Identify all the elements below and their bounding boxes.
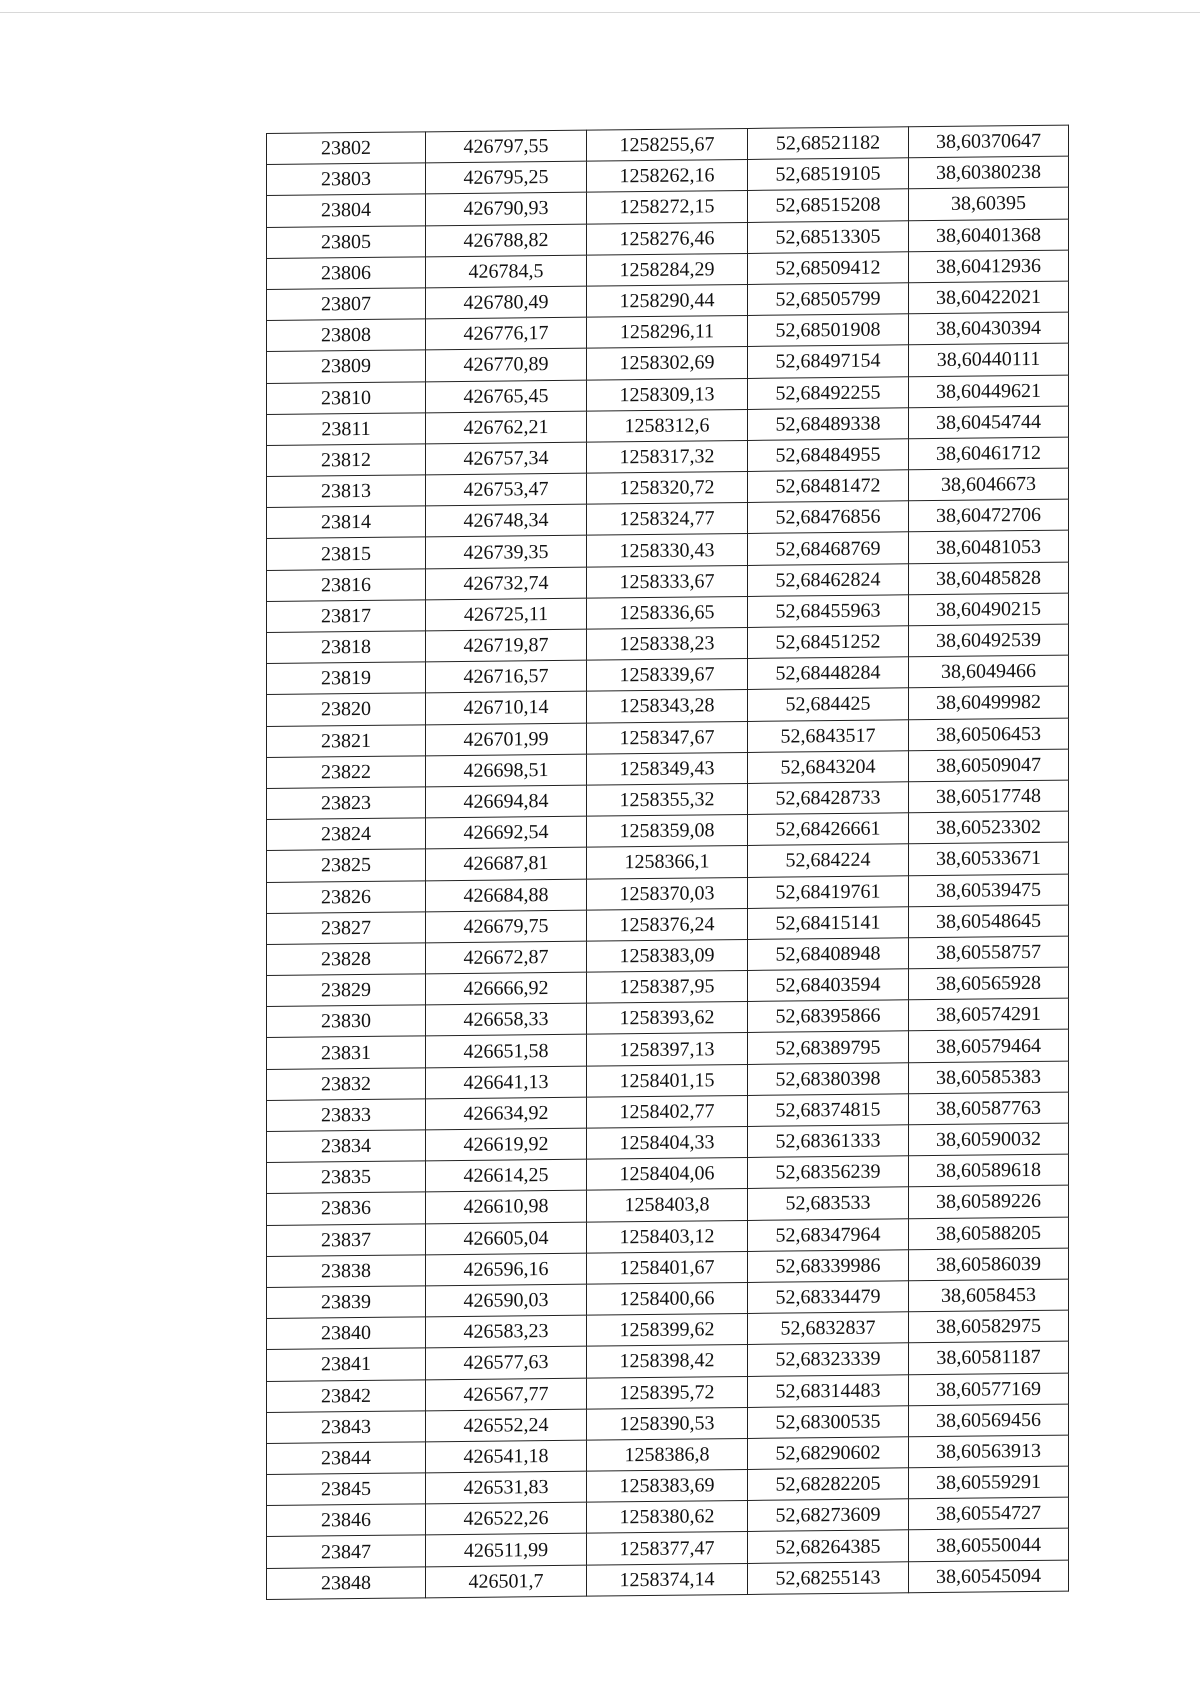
latitude-cell: 52,68481472 bbox=[748, 470, 909, 503]
coordinate-table-body bbox=[267, 125, 1069, 1599]
latitude-cell: 52,68408948 bbox=[748, 938, 909, 971]
point-number-cell: 23809 bbox=[267, 350, 426, 383]
longitude-cell: 38,60550044 bbox=[909, 1529, 1069, 1562]
y-coordinate-cell: 1258366,1 bbox=[587, 846, 748, 879]
x-coordinate-cell: 426762,21 bbox=[426, 411, 587, 444]
longitude-cell: 38,60517748 bbox=[909, 780, 1069, 813]
x-coordinate-cell: 426701,99 bbox=[426, 723, 587, 756]
x-coordinate-cell: 426716,57 bbox=[426, 660, 587, 693]
longitude-cell: 38,60370647 bbox=[909, 125, 1069, 158]
longitude-cell: 38,60430394 bbox=[909, 312, 1069, 345]
point-number-cell: 23837 bbox=[267, 1223, 426, 1256]
y-coordinate-cell: 1258296,11 bbox=[587, 316, 748, 349]
point-number-cell: 23823 bbox=[267, 787, 426, 820]
y-coordinate-cell: 1258390,53 bbox=[587, 1407, 748, 1440]
latitude-cell: 52,68455963 bbox=[748, 595, 909, 628]
longitude-cell: 38,60481053 bbox=[909, 531, 1069, 564]
y-coordinate-cell: 1258339,67 bbox=[587, 659, 748, 692]
point-number-cell: 23827 bbox=[267, 912, 426, 945]
longitude-cell: 38,60523302 bbox=[909, 811, 1069, 844]
point-number-cell: 23819 bbox=[267, 662, 426, 695]
longitude-cell: 38,60563913 bbox=[909, 1435, 1069, 1468]
point-number-cell: 23812 bbox=[267, 444, 426, 477]
longitude-cell: 38,60579464 bbox=[909, 1030, 1069, 1063]
x-coordinate-cell: 426605,04 bbox=[426, 1222, 587, 1255]
longitude-cell: 38,60586039 bbox=[909, 1248, 1069, 1281]
x-coordinate-cell: 426776,17 bbox=[426, 317, 587, 350]
latitude-cell: 52,68489338 bbox=[748, 407, 909, 440]
latitude-cell: 52,68395866 bbox=[748, 1000, 909, 1033]
y-coordinate-cell: 1258403,12 bbox=[587, 1220, 748, 1253]
x-coordinate-cell: 426511,99 bbox=[426, 1534, 587, 1567]
x-coordinate-cell: 426641,13 bbox=[426, 1066, 587, 1099]
y-coordinate-cell: 1258347,67 bbox=[587, 721, 748, 754]
longitude-cell: 38,60422021 bbox=[909, 281, 1069, 314]
latitude-cell: 52,684425 bbox=[748, 688, 909, 721]
x-coordinate-cell: 426672,87 bbox=[426, 941, 587, 974]
point-number-cell: 23803 bbox=[267, 163, 426, 196]
x-coordinate-cell: 426590,03 bbox=[426, 1284, 587, 1317]
point-number-cell: 23826 bbox=[267, 880, 426, 913]
x-coordinate-cell: 426748,34 bbox=[426, 504, 587, 537]
point-number-cell: 23840 bbox=[267, 1317, 426, 1350]
longitude-cell: 38,60589226 bbox=[909, 1185, 1069, 1218]
longitude-cell: 38,60565928 bbox=[909, 967, 1069, 1000]
latitude-cell: 52,68505799 bbox=[748, 283, 909, 316]
y-coordinate-cell: 1258395,72 bbox=[587, 1376, 748, 1409]
x-coordinate-cell: 426679,75 bbox=[426, 910, 587, 943]
y-coordinate-cell: 1258349,43 bbox=[587, 752, 748, 785]
x-coordinate-cell: 426725,11 bbox=[426, 598, 587, 631]
latitude-cell: 52,68501908 bbox=[748, 314, 909, 347]
x-coordinate-cell: 426753,47 bbox=[426, 473, 587, 506]
x-coordinate-cell: 426739,35 bbox=[426, 536, 587, 569]
latitude-cell: 52,68519105 bbox=[748, 158, 909, 191]
y-coordinate-cell: 1258401,67 bbox=[587, 1251, 748, 1284]
longitude-cell: 38,60461712 bbox=[909, 437, 1069, 470]
y-coordinate-cell: 1258397,13 bbox=[587, 1033, 748, 1066]
longitude-cell: 38,6058453 bbox=[909, 1279, 1069, 1312]
x-coordinate-cell: 426795,25 bbox=[426, 161, 587, 194]
longitude-cell: 38,60582975 bbox=[909, 1310, 1069, 1343]
y-coordinate-cell: 1258398,42 bbox=[587, 1345, 748, 1378]
longitude-cell: 38,60533671 bbox=[909, 842, 1069, 875]
latitude-cell: 52,68339986 bbox=[748, 1250, 909, 1283]
latitude-cell: 52,68380398 bbox=[748, 1062, 909, 1095]
longitude-cell: 38,60490215 bbox=[909, 593, 1069, 626]
x-coordinate-cell: 426552,24 bbox=[426, 1409, 587, 1442]
latitude-cell: 52,68515208 bbox=[748, 189, 909, 222]
point-number-cell: 23806 bbox=[267, 257, 426, 290]
scan-edge-line bbox=[0, 12, 1200, 13]
longitude-cell: 38,60574291 bbox=[909, 998, 1069, 1031]
y-coordinate-cell: 1258383,09 bbox=[587, 939, 748, 972]
latitude-cell: 52,68509412 bbox=[748, 252, 909, 285]
y-coordinate-cell: 1258401,15 bbox=[587, 1064, 748, 1097]
point-number-cell: 23839 bbox=[267, 1286, 426, 1319]
latitude-cell: 52,68361333 bbox=[748, 1125, 909, 1158]
y-coordinate-cell: 1258387,95 bbox=[587, 971, 748, 1004]
latitude-cell: 52,68415141 bbox=[748, 906, 909, 939]
longitude-cell: 38,60539475 bbox=[909, 874, 1069, 907]
point-number-cell: 23813 bbox=[267, 475, 426, 508]
longitude-cell: 38,60589618 bbox=[909, 1154, 1069, 1187]
latitude-cell: 52,684224 bbox=[748, 844, 909, 877]
latitude-cell: 52,68282205 bbox=[748, 1468, 909, 1501]
point-number-cell: 23815 bbox=[267, 537, 426, 570]
longitude-cell: 38,60472706 bbox=[909, 499, 1069, 532]
x-coordinate-cell: 426610,98 bbox=[426, 1191, 587, 1224]
point-number-cell: 23842 bbox=[267, 1379, 426, 1412]
x-coordinate-cell: 426719,87 bbox=[426, 629, 587, 662]
point-number-cell: 23805 bbox=[267, 225, 426, 258]
latitude-cell: 52,6832837 bbox=[748, 1312, 909, 1345]
x-coordinate-cell: 426583,23 bbox=[426, 1315, 587, 1348]
point-number-cell: 23833 bbox=[267, 1099, 426, 1132]
latitude-cell: 52,68323339 bbox=[748, 1343, 909, 1376]
x-coordinate-cell: 426797,55 bbox=[426, 130, 587, 163]
latitude-cell: 52,68255143 bbox=[748, 1561, 909, 1594]
latitude-cell: 52,68476856 bbox=[748, 501, 909, 534]
latitude-cell: 52,68468769 bbox=[748, 532, 909, 565]
longitude-cell: 38,60587763 bbox=[909, 1092, 1069, 1125]
y-coordinate-cell: 1258312,6 bbox=[587, 409, 748, 442]
latitude-cell: 52,68356239 bbox=[748, 1156, 909, 1189]
point-number-cell: 23818 bbox=[267, 631, 426, 664]
longitude-cell: 38,60545094 bbox=[909, 1560, 1069, 1593]
longitude-cell: 38,60454744 bbox=[909, 406, 1069, 439]
latitude-cell: 52,68389795 bbox=[748, 1031, 909, 1064]
latitude-cell: 52,68428733 bbox=[748, 782, 909, 815]
longitude-cell: 38,60395 bbox=[909, 187, 1069, 220]
latitude-cell: 52,68419761 bbox=[748, 875, 909, 908]
longitude-cell: 38,60559291 bbox=[909, 1466, 1069, 1499]
point-number-cell: 23817 bbox=[267, 600, 426, 633]
latitude-cell: 52,6843204 bbox=[748, 751, 909, 784]
y-coordinate-cell: 1258324,77 bbox=[587, 503, 748, 536]
longitude-cell: 38,60588205 bbox=[909, 1217, 1069, 1250]
latitude-cell: 52,6843517 bbox=[748, 719, 909, 752]
x-coordinate-cell: 426666,92 bbox=[426, 972, 587, 1005]
x-coordinate-cell: 426651,58 bbox=[426, 1035, 587, 1068]
x-coordinate-cell: 426765,45 bbox=[426, 380, 587, 413]
longitude-cell: 38,60577169 bbox=[909, 1373, 1069, 1406]
point-number-cell: 23824 bbox=[267, 818, 426, 851]
x-coordinate-cell: 426619,92 bbox=[426, 1128, 587, 1161]
y-coordinate-cell: 1258374,14 bbox=[587, 1563, 748, 1596]
latitude-cell: 52,68300535 bbox=[748, 1405, 909, 1438]
y-coordinate-cell: 1258399,62 bbox=[587, 1314, 748, 1347]
x-coordinate-cell: 426634,92 bbox=[426, 1097, 587, 1130]
y-coordinate-cell: 1258333,67 bbox=[587, 565, 748, 598]
point-number-cell: 23841 bbox=[267, 1348, 426, 1381]
x-coordinate-cell: 426788,82 bbox=[426, 224, 587, 257]
point-number-cell: 23810 bbox=[267, 381, 426, 414]
longitude-cell: 38,60585383 bbox=[909, 1061, 1069, 1094]
latitude-cell: 52,68521182 bbox=[748, 127, 909, 160]
y-coordinate-cell: 1258320,72 bbox=[587, 472, 748, 505]
latitude-cell: 52,68273609 bbox=[748, 1499, 909, 1532]
x-coordinate-cell: 426577,63 bbox=[426, 1346, 587, 1379]
point-number-cell: 23821 bbox=[267, 724, 426, 757]
longitude-cell: 38,60590032 bbox=[909, 1123, 1069, 1156]
latitude-cell: 52,68448284 bbox=[748, 657, 909, 690]
point-number-cell: 23830 bbox=[267, 1005, 426, 1038]
y-coordinate-cell: 1258359,08 bbox=[587, 815, 748, 848]
x-coordinate-cell: 426684,88 bbox=[426, 879, 587, 912]
x-coordinate-cell: 426757,34 bbox=[426, 442, 587, 475]
point-number-cell: 23835 bbox=[267, 1161, 426, 1194]
x-coordinate-cell: 426658,33 bbox=[426, 1003, 587, 1036]
latitude-cell: 52,68290602 bbox=[748, 1437, 909, 1470]
point-number-cell: 23838 bbox=[267, 1255, 426, 1288]
point-number-cell: 23822 bbox=[267, 756, 426, 789]
x-coordinate-cell: 426567,77 bbox=[426, 1378, 587, 1411]
longitude-cell: 38,60401368 bbox=[909, 219, 1069, 252]
latitude-cell: 52,68374815 bbox=[748, 1094, 909, 1127]
x-coordinate-cell: 426732,74 bbox=[426, 567, 587, 600]
y-coordinate-cell: 1258402,77 bbox=[587, 1095, 748, 1128]
y-coordinate-cell: 1258276,46 bbox=[587, 222, 748, 255]
y-coordinate-cell: 1258317,32 bbox=[587, 440, 748, 473]
latitude-cell: 52,68484955 bbox=[748, 439, 909, 472]
x-coordinate-cell: 426790,93 bbox=[426, 193, 587, 226]
point-number-cell: 23816 bbox=[267, 568, 426, 601]
longitude-cell: 38,60440111 bbox=[909, 343, 1069, 376]
y-coordinate-cell: 1258309,13 bbox=[587, 378, 748, 411]
longitude-cell: 38,60509047 bbox=[909, 749, 1069, 782]
x-coordinate-cell: 426780,49 bbox=[426, 286, 587, 319]
point-number-cell: 23845 bbox=[267, 1473, 426, 1506]
point-number-cell: 23807 bbox=[267, 288, 426, 321]
point-number-cell: 23820 bbox=[267, 693, 426, 726]
latitude-cell: 52,68426661 bbox=[748, 813, 909, 846]
x-coordinate-cell: 426522,26 bbox=[426, 1502, 587, 1535]
y-coordinate-cell: 1258262,16 bbox=[587, 160, 748, 193]
longitude-cell: 38,60569456 bbox=[909, 1404, 1069, 1437]
latitude-cell: 52,68314483 bbox=[748, 1374, 909, 1407]
y-coordinate-cell: 1258336,65 bbox=[587, 596, 748, 629]
point-number-cell: 23825 bbox=[267, 849, 426, 882]
point-number-cell: 23848 bbox=[267, 1566, 426, 1599]
x-coordinate-cell: 426694,84 bbox=[426, 785, 587, 818]
x-coordinate-cell: 426770,89 bbox=[426, 348, 587, 381]
y-coordinate-cell: 1258376,24 bbox=[587, 908, 748, 941]
point-number-cell: 23804 bbox=[267, 194, 426, 227]
longitude-cell: 38,60554727 bbox=[909, 1497, 1069, 1530]
longitude-cell: 38,60492539 bbox=[909, 624, 1069, 657]
latitude-cell: 52,68264385 bbox=[748, 1530, 909, 1563]
y-coordinate-cell: 1258403,8 bbox=[587, 1189, 748, 1222]
y-coordinate-cell: 1258380,62 bbox=[587, 1501, 748, 1534]
y-coordinate-cell: 1258393,62 bbox=[587, 1002, 748, 1035]
latitude-cell: 52,68497154 bbox=[748, 345, 909, 378]
y-coordinate-cell: 1258383,69 bbox=[587, 1470, 748, 1503]
point-number-cell: 23836 bbox=[267, 1192, 426, 1225]
point-number-cell: 23846 bbox=[267, 1504, 426, 1537]
y-coordinate-cell: 1258284,29 bbox=[587, 253, 748, 286]
y-coordinate-cell: 1258370,03 bbox=[587, 877, 748, 910]
point-number-cell: 23814 bbox=[267, 506, 426, 539]
x-coordinate-cell: 426531,83 bbox=[426, 1471, 587, 1504]
point-number-cell: 23802 bbox=[267, 132, 426, 165]
y-coordinate-cell: 1258404,33 bbox=[587, 1126, 748, 1159]
y-coordinate-cell: 1258330,43 bbox=[587, 534, 748, 567]
latitude-cell: 52,68451252 bbox=[748, 626, 909, 659]
point-number-cell: 23843 bbox=[267, 1411, 426, 1444]
longitude-cell: 38,60412936 bbox=[909, 250, 1069, 283]
point-number-cell: 23847 bbox=[267, 1535, 426, 1568]
y-coordinate-cell: 1258272,15 bbox=[587, 191, 748, 224]
x-coordinate-cell: 426687,81 bbox=[426, 847, 587, 880]
point-number-cell: 23808 bbox=[267, 319, 426, 352]
latitude-cell: 52,68403594 bbox=[748, 969, 909, 1002]
latitude-cell: 52,68462824 bbox=[748, 563, 909, 596]
latitude-cell: 52,68492255 bbox=[748, 376, 909, 409]
y-coordinate-cell: 1258386,8 bbox=[587, 1438, 748, 1471]
point-number-cell: 23829 bbox=[267, 974, 426, 1007]
point-number-cell: 23811 bbox=[267, 413, 426, 446]
x-coordinate-cell: 426501,7 bbox=[426, 1565, 587, 1598]
point-number-cell: 23844 bbox=[267, 1442, 426, 1475]
longitude-cell: 38,6049466 bbox=[909, 655, 1069, 688]
y-coordinate-cell: 1258355,32 bbox=[587, 783, 748, 816]
point-number-cell: 23832 bbox=[267, 1067, 426, 1100]
y-coordinate-cell: 1258255,67 bbox=[587, 128, 748, 161]
x-coordinate-cell: 426692,54 bbox=[426, 816, 587, 849]
y-coordinate-cell: 1258338,23 bbox=[587, 627, 748, 660]
x-coordinate-cell: 426698,51 bbox=[426, 754, 587, 787]
latitude-cell: 52,68513305 bbox=[748, 220, 909, 253]
longitude-cell: 38,60506453 bbox=[909, 718, 1069, 751]
y-coordinate-cell: 1258343,28 bbox=[587, 690, 748, 723]
y-coordinate-cell: 1258400,66 bbox=[587, 1282, 748, 1315]
y-coordinate-cell: 1258404,06 bbox=[587, 1158, 748, 1191]
latitude-cell: 52,683533 bbox=[748, 1187, 909, 1220]
latitude-cell: 52,68347964 bbox=[748, 1218, 909, 1251]
longitude-cell: 38,60499982 bbox=[909, 686, 1069, 719]
point-number-cell: 23831 bbox=[267, 1036, 426, 1069]
x-coordinate-cell: 426784,5 bbox=[426, 255, 587, 288]
coordinate-table bbox=[266, 125, 1069, 1600]
x-coordinate-cell: 426541,18 bbox=[426, 1440, 587, 1473]
longitude-cell: 38,60548645 bbox=[909, 905, 1069, 938]
longitude-cell: 38,60449621 bbox=[909, 375, 1069, 408]
longitude-cell: 38,60380238 bbox=[909, 156, 1069, 189]
y-coordinate-cell: 1258290,44 bbox=[587, 284, 748, 317]
x-coordinate-cell: 426596,16 bbox=[426, 1253, 587, 1286]
y-coordinate-cell: 1258302,69 bbox=[587, 347, 748, 380]
longitude-cell: 38,60558757 bbox=[909, 936, 1069, 969]
point-number-cell: 23834 bbox=[267, 1130, 426, 1163]
longitude-cell: 38,60581187 bbox=[909, 1341, 1069, 1374]
latitude-cell: 52,68334479 bbox=[748, 1281, 909, 1314]
x-coordinate-cell: 426710,14 bbox=[426, 692, 587, 725]
longitude-cell: 38,60485828 bbox=[909, 562, 1069, 595]
point-number-cell: 23828 bbox=[267, 943, 426, 976]
x-coordinate-cell: 426614,25 bbox=[426, 1159, 587, 1192]
y-coordinate-cell: 1258377,47 bbox=[587, 1532, 748, 1565]
longitude-cell: 38,6046673 bbox=[909, 468, 1069, 501]
